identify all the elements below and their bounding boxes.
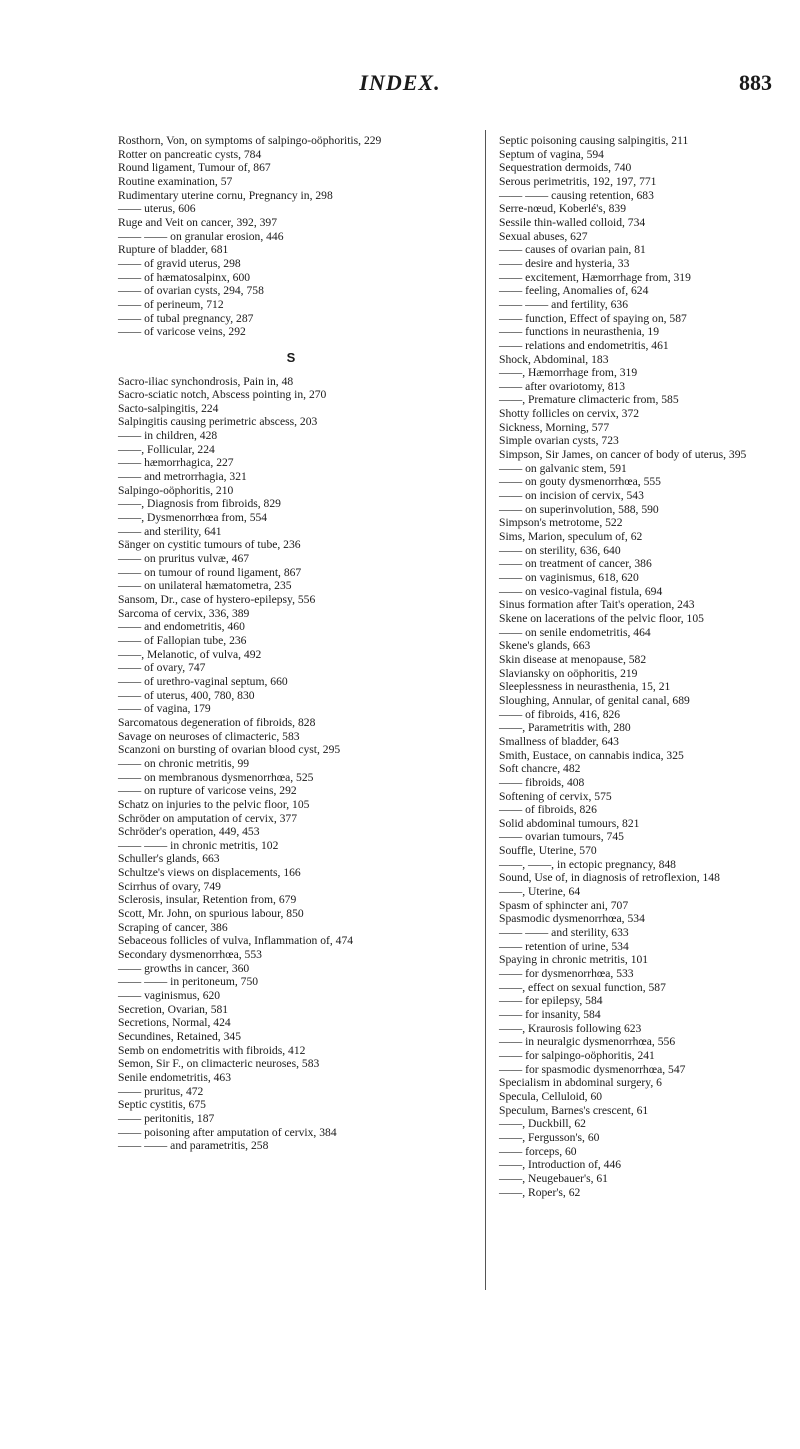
index-entry: ——, ——, in ectopic pregnancy, 848 [499,857,676,871]
index-entry: —— ovarian tumours, 745 [499,830,624,844]
index-entry: Secondary dysmenorrhœa, 553 [118,948,262,962]
index-entry: —— for insanity, 584 [499,1008,601,1021]
index-entry: Septic cystitis, 675 [118,1098,206,1112]
index-entry: Salpingitis causing perimetric abscess, 203 [118,415,318,429]
index-entry: Round ligament, Tumour of, 867 [118,161,271,175]
page-number: 883 [739,70,772,95]
index-entry: Smith, Eustace, on cannabis indica, 325 [499,748,684,762]
index-entry: Simple ovarian cysts, 723 [499,434,619,448]
index-entry: —— forceps, 60 [499,1144,577,1158]
index-entry: Soft chancre, 482 [499,762,581,776]
index-entry: —— hæmorrhagica, 227 [118,456,234,470]
index-entry: Senile endometritis, 463 [118,1070,232,1084]
index-entry: —— function, Effect of spaying on, 587 [499,311,687,325]
index-entry: Sessile thin-walled colloid, 734 [499,215,646,229]
index-entry: —— for spasmodic dysmenorrhœa, 547 [499,1062,686,1076]
index-entry: Specula, Celluloid, 60 [499,1089,603,1103]
index-entry: Secretion, Ovarian, 581 [118,1002,229,1016]
index-entry: —— and sterility, 641 [118,524,222,538]
index-entry: —— desire and hysteria, 33 [499,256,630,270]
index-entry: —— on vaginismus, 618, 620 [499,571,639,584]
index-entry: Softening of cervix, 575 [499,789,612,803]
index-entry: —— of varicose veins, 292 [118,325,246,339]
index-entry: —— vaginismus, 620 [118,989,221,1003]
index-entry: —— on membranous dysmenorrhœa, 525 [118,770,314,784]
index-entry: ——, Melanotic, of vulva, 492 [118,647,262,661]
index-entry: —— on vesico-vaginal fistula, 694 [499,584,663,598]
index-entry: —— on pruritus vulvæ, 467 [118,552,250,566]
index-entry: —— on incision of cervix, 543 [499,489,644,503]
index-entry: Savage on neuroses of climacteric, 583 [118,729,300,743]
index-entry: —— after ovariotomy, 813 [499,379,626,393]
index-entry: Sound, Use of, in diagnosis of retroflexion, 148 [499,871,720,885]
index-entry: —— on rupture of varicose veins, 292 [118,784,297,798]
index-entry: Sloughing, Annular, of genital canal, 689 [499,693,690,707]
index-entry: ——, Neugebauer's, 61 [499,1171,608,1185]
index-entry: —— causes of ovarian pain, 81 [499,243,646,257]
index-entry: Spasm of sphincter ani, 707 [499,898,629,912]
index-entry: Schatz on injuries to the pelvic floor, 105 [118,797,310,811]
index-entry: ——, Dysmenorrhœa from, 554 [118,511,268,525]
index-entry: Schuller's glands, 663 [118,852,220,866]
page-title: INDEX. [359,70,441,95]
index-entry: ——, Follicular, 224 [118,442,215,456]
index-entry: Spasmodic dysmenorrhœa, 534 [499,912,645,926]
index-entry: Sansom, Dr., case of hystero-epilepsy, 556 [118,593,316,606]
index-entry: —— and endometritis, 460 [118,620,245,634]
index-entry: —— of tubal pregnancy, 287 [118,311,254,325]
index-column-right [499,134,799,1199]
index-entry: —— on sterility, 636, 640 [499,543,621,557]
index-entry: —— on galvanic stem, 591 [499,461,627,475]
index-entry: ——, Roper's, 62 [499,1185,581,1199]
index-entry: —— poisoning after amputation of cervix, 384 [118,1125,337,1139]
index-entry: Sebaceous follicles of vulva, Inflammation of, 474 [118,934,354,948]
index-entry: —— in children, 428 [118,429,218,443]
index-entry: —— of perineum, 712 [118,297,224,311]
index-entry: ——, Fergusson's, 60 [499,1130,600,1144]
index-entry: —— growths in cancer, 360 [118,961,250,975]
index-entry: Spaying in chronic metritis, 101 [499,953,649,967]
index-entry: —— on chronic metritis, 99 [118,756,250,770]
index-entry: Simpson's metrotome, 522 [499,516,623,530]
index-entry: —— for salpingo-oöphoritis, 241 [499,1048,655,1062]
index-entry: ——, Introduction of, 446 [499,1158,622,1172]
index-entry: Solid abdominal tumours, 821 [499,816,640,830]
column-divider [485,130,486,1290]
index-entry: —— of Fallopian tube, 236 [118,633,247,647]
index-entry: Salpingo-oöphoritis, 210 [118,483,234,497]
index-entry: Speculum, Barnes's crescent, 61 [499,1103,649,1117]
index-entry: —— of fibroids, 416, 826 [499,707,621,721]
index-entry: —— of fibroids, 826 [499,803,597,817]
index-entry: —— pruritus, 472 [118,1084,204,1098]
index-entry: Septic poisoning causing salpingitis, 211 [499,134,689,147]
index-entry: —— of hæmatosalpinx, 600 [118,270,251,284]
index-entry: —— of uterus, 400, 780, 830 [118,688,255,702]
index-entry: Serous perimetritis, 192, 197, 771 [499,174,657,188]
index-entry: Skene's glands, 663 [499,639,591,653]
index-entry: ——, Premature climacteric from, 585 [499,393,679,407]
index-entry: Schultze's views on displacements, 166 [118,866,301,880]
index-entry: Rudimentary uterine cornu, Pregnancy in, 298 [118,188,333,202]
index-entry: Skene on lacerations of the pelvic floor, 105 [499,611,704,625]
index-entry: Sexual abuses, 627 [499,229,588,243]
index-entry: Sarcomatous degeneration of fibroids, 828 [118,715,316,729]
index-entry: —— for epilepsy, 584 [499,994,603,1008]
section-letter: S [286,349,296,365]
index-entry: —— on treatment of cancer, 386 [499,557,652,571]
index-entry: Sacro-sciatic notch, Abscess pointing in, 270 [118,388,327,402]
index-entry: Shotty follicles on cervix, 372 [499,407,640,421]
index-entry: —— retention of urine, 534 [499,939,629,953]
index-entry: —— on senile endometritis, 464 [499,625,651,639]
index-entry: Secundines, Retained, 345 [118,1030,241,1043]
index-entry: Sinus formation after Tait's operation, 243 [499,598,695,612]
index-entry: Rosthorn, Von, on symptoms of salpingo-oöphoritis, 229 [118,134,382,147]
index-entry: Secretions, Normal, 424 [118,1016,231,1030]
index-entry: Sims, Marion, speculum of, 62 [499,530,643,544]
index-entry: ——, Hæmorrhage from, 319 [499,366,638,380]
index-entry: ——, Uterine, 64 [499,885,581,899]
index-entry: ——, effect on sexual function, 587 [499,980,666,994]
index-entry: ——, Kraurosis following 623 [499,1021,642,1035]
index-entry: —— of urethro-vaginal septum, 660 [118,674,288,688]
index-entry: —— in neuralgic dysmenorrhœa, 556 [499,1035,676,1049]
index-entry: Serre-nœud, Koberlé's, 839 [499,202,627,216]
index-entry: ——, Parametritis with, 280 [499,721,631,735]
index-entry: —— of ovary, 747 [118,661,206,675]
index-entry: Semon, Sir F., on climacteric neuroses, 583 [118,1057,320,1071]
index-entry: —— —— in chronic metritis, 102 [118,838,279,852]
index-entry: —— uterus, 606 [118,202,196,216]
index-entry: —— —— on granular erosion, 446 [118,229,284,243]
index-entry: Skin disease at menopause, 582 [499,652,647,666]
index-entry: Rotter on pancreatic cysts, 784 [118,147,262,161]
index-entry: Sequestration dermoids, 740 [499,161,632,175]
index-entry: Specialism in abdominal surgery, 6 [499,1076,662,1090]
index-entry: —— on superinvolution, 588, 590 [499,502,659,516]
index-entry: Sarcoma of cervix, 336, 389 [118,606,250,620]
index-entry: —— functions in neurasthenia, 19 [499,325,660,339]
index-entry: —— —— in peritoneum, 750 [118,975,259,989]
index-entry: Sickness, Morning, 577 [499,420,610,434]
index-entry: —— fibroids, 408 [499,775,585,789]
index-entry: Smallness of bladder, 643 [499,734,619,748]
index-entry: —— excitement, Hæmorrhage from, 319 [499,270,691,284]
index-entry: —— and metrorrhagia, 321 [118,470,247,484]
index-entry: —— on unilateral hæmatometra, 235 [118,579,292,593]
index-entry: Slaviansky on oöphoritis, 219 [499,666,638,680]
index-entry: Sacto-salpingitis, 224 [118,401,219,415]
index-entry: Scott, Mr. John, on spurious labour, 850 [118,907,304,921]
index-entry: Sacro-iliac synchondrosis, Pain in, 48 [118,374,294,388]
index-entry: ——, Diagnosis from fibroids, 829 [118,497,281,511]
index-entry: —— —— causing retention, 683 [499,188,654,202]
index-entry: Sclerosis, insular, Retention from, 679 [118,893,297,907]
index-entry: Scanzoni on bursting of ovarian blood cyst, 295 [118,743,341,757]
index-entry: —— —— and parametritis, 258 [118,1139,269,1153]
index-entry: —— of ovarian cysts, 294, 758 [118,284,264,298]
index-entry: —— feeling, Anomalies of, 624 [499,284,649,298]
index-entry: Ruge and Veit on cancer, 392, 397 [118,215,278,229]
index-entry: ——, Duckbill, 62 [499,1117,586,1131]
index-entry: —— on gouty dysmenorrhœa, 555 [499,475,661,489]
index-entry: Scraping of cancer, 386 [118,920,228,934]
index-entry: —— —— and fertility, 636 [499,297,629,311]
index-entry: Simpson, Sir James, on cancer of body of uterus, 395 [499,448,747,462]
index-entry: Routine examination, 57 [118,174,233,188]
index-entry: Rupture of bladder, 681 [118,243,229,257]
index-entry: —— peritonitis, 187 [118,1111,215,1125]
index-entry: Souffle, Uterine, 570 [499,844,597,858]
index-entry: Sleeplessness in neurasthenia, 15, 21 [499,680,671,694]
index-entry: —— on tumour of round ligament, 867 [118,565,302,579]
index-entry: Sänger on cystitic tumours of tube, 236 [118,538,301,552]
index-entry: Schröder's operation, 449, 453 [118,825,260,839]
index-entry: Schröder on amputation of cervix, 377 [118,811,298,825]
index-column-left [118,134,464,1153]
index-entry: Semb on endometritis with fibroids, 412 [118,1043,306,1057]
index-entry: —— relations and endometritis, 461 [499,338,669,352]
index-entry: Scirrhus of ovary, 749 [118,879,221,893]
index-entry: —— of gravid uterus, 298 [118,256,241,270]
index-entry: Septum of vagina, 594 [499,147,604,161]
index-entry: —— for dysmenorrhœa, 533 [499,967,634,981]
index-entry: —— —— and sterility, 633 [499,926,629,940]
index-entry: Shock, Abdominal, 183 [499,352,609,366]
index-entry: —— of vagina, 179 [118,702,211,716]
